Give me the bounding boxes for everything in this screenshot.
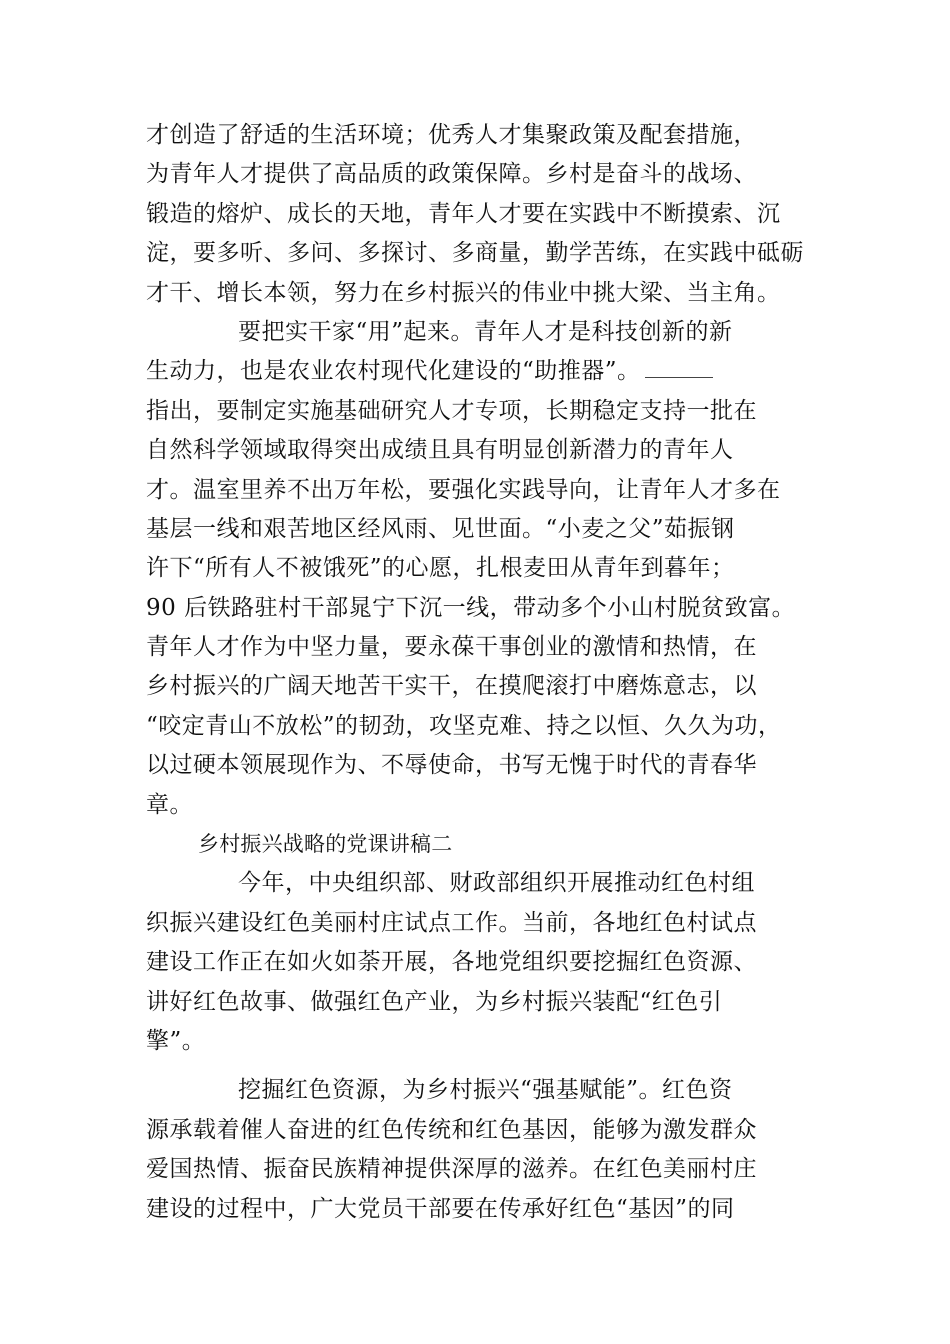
- text-line: 建设工作正在如火如荼开展，各地党组织要挖掘红色资源、: [146, 949, 757, 976]
- text-line: 自然科学领域取得突出成绩且具有明显创新潜力的青年人: [146, 437, 734, 464]
- text-line-with-blank: [146, 352, 806, 391]
- text-line: 以过硬本领展现作为、不辱使命，书写无愧于时代的青春华: [146, 752, 757, 779]
- text-line: 才创造了舒适的生活环境；优秀人才集聚政策及配套措施，: [146, 122, 757, 148]
- document-page: [146, 116, 806, 1229]
- text-line: 讲好红色故事、做强红色产业，为乡村振兴装配“红色引: [146, 988, 723, 1015]
- text-line: 乡村振兴的广阔天地苦干实干，在摸爬滚打中磨炼意志，以: [146, 673, 757, 700]
- text-line: “咬定青山不放松”的韧劲，攻坚克难、持之以恒、久久为功，: [146, 712, 782, 739]
- paragraph-start-line: 今年，中央组织部、财政部组织开展推动红色村组: [238, 870, 755, 897]
- text-line: 建设的过程中，广大党员干部要在传承好红色“基因”的同: [146, 1195, 735, 1222]
- text-line: 织振兴建设红色美丽村庄试点工作。当前，各地红色村试点: [146, 909, 757, 936]
- text-line: 为青年人才提供了高品质的政策保障。乡村是奋斗的战场、: [146, 161, 757, 188]
- text-line: 许下“所有人不被饿死”的心愿，扎根麦田从青年到暮年；: [146, 555, 735, 582]
- text-segment: 生动力，也是农业农村现代化建设的“助推器”。: [146, 358, 641, 385]
- text-line: 基层一线和艰苦地区经风雨、见世面。“小麦之父”茹振钢: [146, 515, 735, 542]
- text-line: 青年人才作为中坚力量，要永葆干事创业的激情和热情，在: [146, 634, 757, 661]
- text-line: 锻造的熔炉、成长的天地，青年人才要在实践中不断摸索、沉: [146, 200, 781, 227]
- text-line: 淀，要多听、多问、多探讨、多商量，勤学苦练，在实践中砥砺: [146, 240, 804, 267]
- text-line: 才干、增长本领，努力在乡村振兴的伟业中挑大梁、当主角。: [146, 279, 781, 306]
- paragraph-spacer: [146, 1061, 806, 1071]
- section-heading: 乡村振兴战略的党课讲稿二: [198, 832, 453, 857]
- text-line: 源承载着催人奋进的红色传统和红色基因，能够为激发群众: [146, 1116, 757, 1143]
- text-line: 章。: [146, 791, 193, 818]
- text-line: 爱国热情、振奋民族精神提供深厚的滋养。在红色美丽村庄: [146, 1156, 757, 1183]
- text-line: 擎”。: [146, 1027, 206, 1054]
- text-line: 指出，要制定实施基础研究人才专项，长期稳定支持一批在: [146, 397, 757, 424]
- paragraph-start-line: 挖掘红色资源，为乡村振兴“强基赋能”。红色资: [238, 1077, 733, 1104]
- text-line: 才。温室里养不出万年松，要强化实践导向，让青年人才多在: [146, 476, 781, 503]
- paragraph-start-line: 要把实干家“用”起来。青年人才是科技创新的新: [238, 318, 733, 345]
- text-line: 90 后铁路驻村干部晁宁下沉一线，带动多个小山村脱贫致富。: [146, 594, 796, 621]
- fill-in-blank: [645, 355, 713, 378]
